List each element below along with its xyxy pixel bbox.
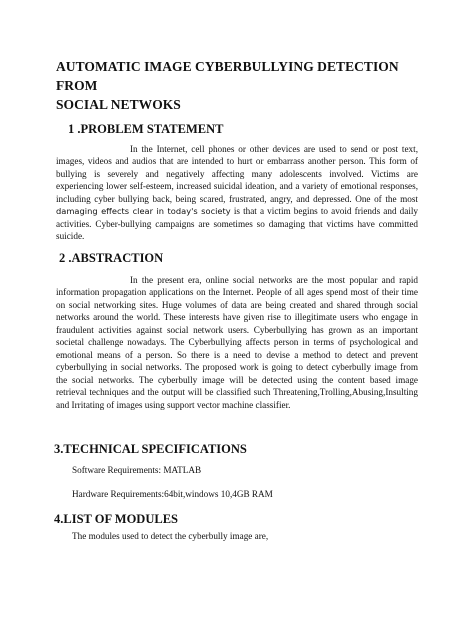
title-line-2: SOCIAL NETWOKS (56, 97, 181, 112)
section-heading-modules: 4.LIST OF MODULES (54, 512, 178, 526)
paragraph-line: emotional means of a person. So there is a need to devise a method to detect and prevent (56, 349, 418, 360)
section-heading-abstraction: 2 .ABSTRACTION (59, 251, 164, 265)
paragraph-line: In the Internet, cell phones or other devices are used to send or post text, (130, 144, 418, 154)
paragraph-line-mixed (56, 205, 418, 217)
problem-paragraph (56, 143, 418, 243)
paragraph-line: suicide. (56, 231, 85, 242)
paragraph-line: and Irritating of images using support vector machine classifier. (56, 399, 291, 410)
paragraph-line: In the present era, online social networks are the most popular and rapid (130, 275, 418, 285)
paragraph-line: fraudulent activities against social network users. Cyberbullying has grown as an important (56, 324, 418, 335)
paragraph-line: societal challenge nowadays. The Cyberbullying affects person in terms of psychological and (56, 337, 418, 348)
paragraph-line: information propagation applications on the Internet. People of all ages spend most of their time (56, 287, 418, 298)
paragraph-line: retrieval techniques and the output will be classified such Threatening,Trolling,Abusing,Insulting (56, 387, 418, 398)
paragraph-line: networks around the world. These interests have given rise to illegitimate users who engage in (56, 312, 418, 323)
title-line-1: AUTOMATIC IMAGE CYBERBULLYING DETECTION FROM (56, 59, 399, 93)
abstraction-paragraph (56, 274, 418, 411)
hardware-requirements: Hardware Requirements:64bit,windows 10,4GB RAM (72, 489, 273, 499)
modules-intro: The modules used to detect the cyberbully image are, (72, 531, 269, 541)
section-heading-technical: 3.TECHNICAL SPECIFICATIONS (54, 442, 247, 456)
document-title (56, 57, 436, 114)
paragraph-line: activities. Cyber-bullying campaigns are sometimes so damaging that victims have committed (56, 218, 418, 229)
paragraph-line: cyberbullying in social networks. The proposed work is going to detect cyberbully image from (56, 362, 418, 373)
paragraph-text: is that a victim begins to avoid friends and daily (233, 206, 419, 217)
alt-font-text: damaging effects clear in today's society (56, 206, 231, 217)
paragraph-line: including cyber bullying back, being scared, frustrated, angry, and depressed. One of the most (56, 193, 418, 204)
paragraph-line: the social networks. The cyberbully image will be detected using the content based image (56, 374, 418, 385)
paragraph-line: images, videos and audios that are intended to hurt or embarrass another person. This form of (56, 156, 418, 167)
section-heading-problem: 1 .PROBLEM STATEMENT (68, 122, 224, 136)
paragraph-line: on social networking sites. Huge volumes of data are being created and shared through social (56, 299, 418, 310)
software-requirements: Software Requirements: MATLAB (72, 465, 202, 475)
paragraph-line: experiencing lower self-esteem, increased suicidal ideation, and a variety of emotional responses, (56, 181, 418, 192)
paragraph-line: bullying is severely and negatively affecting many adolescents involved. Victims are (56, 168, 418, 179)
